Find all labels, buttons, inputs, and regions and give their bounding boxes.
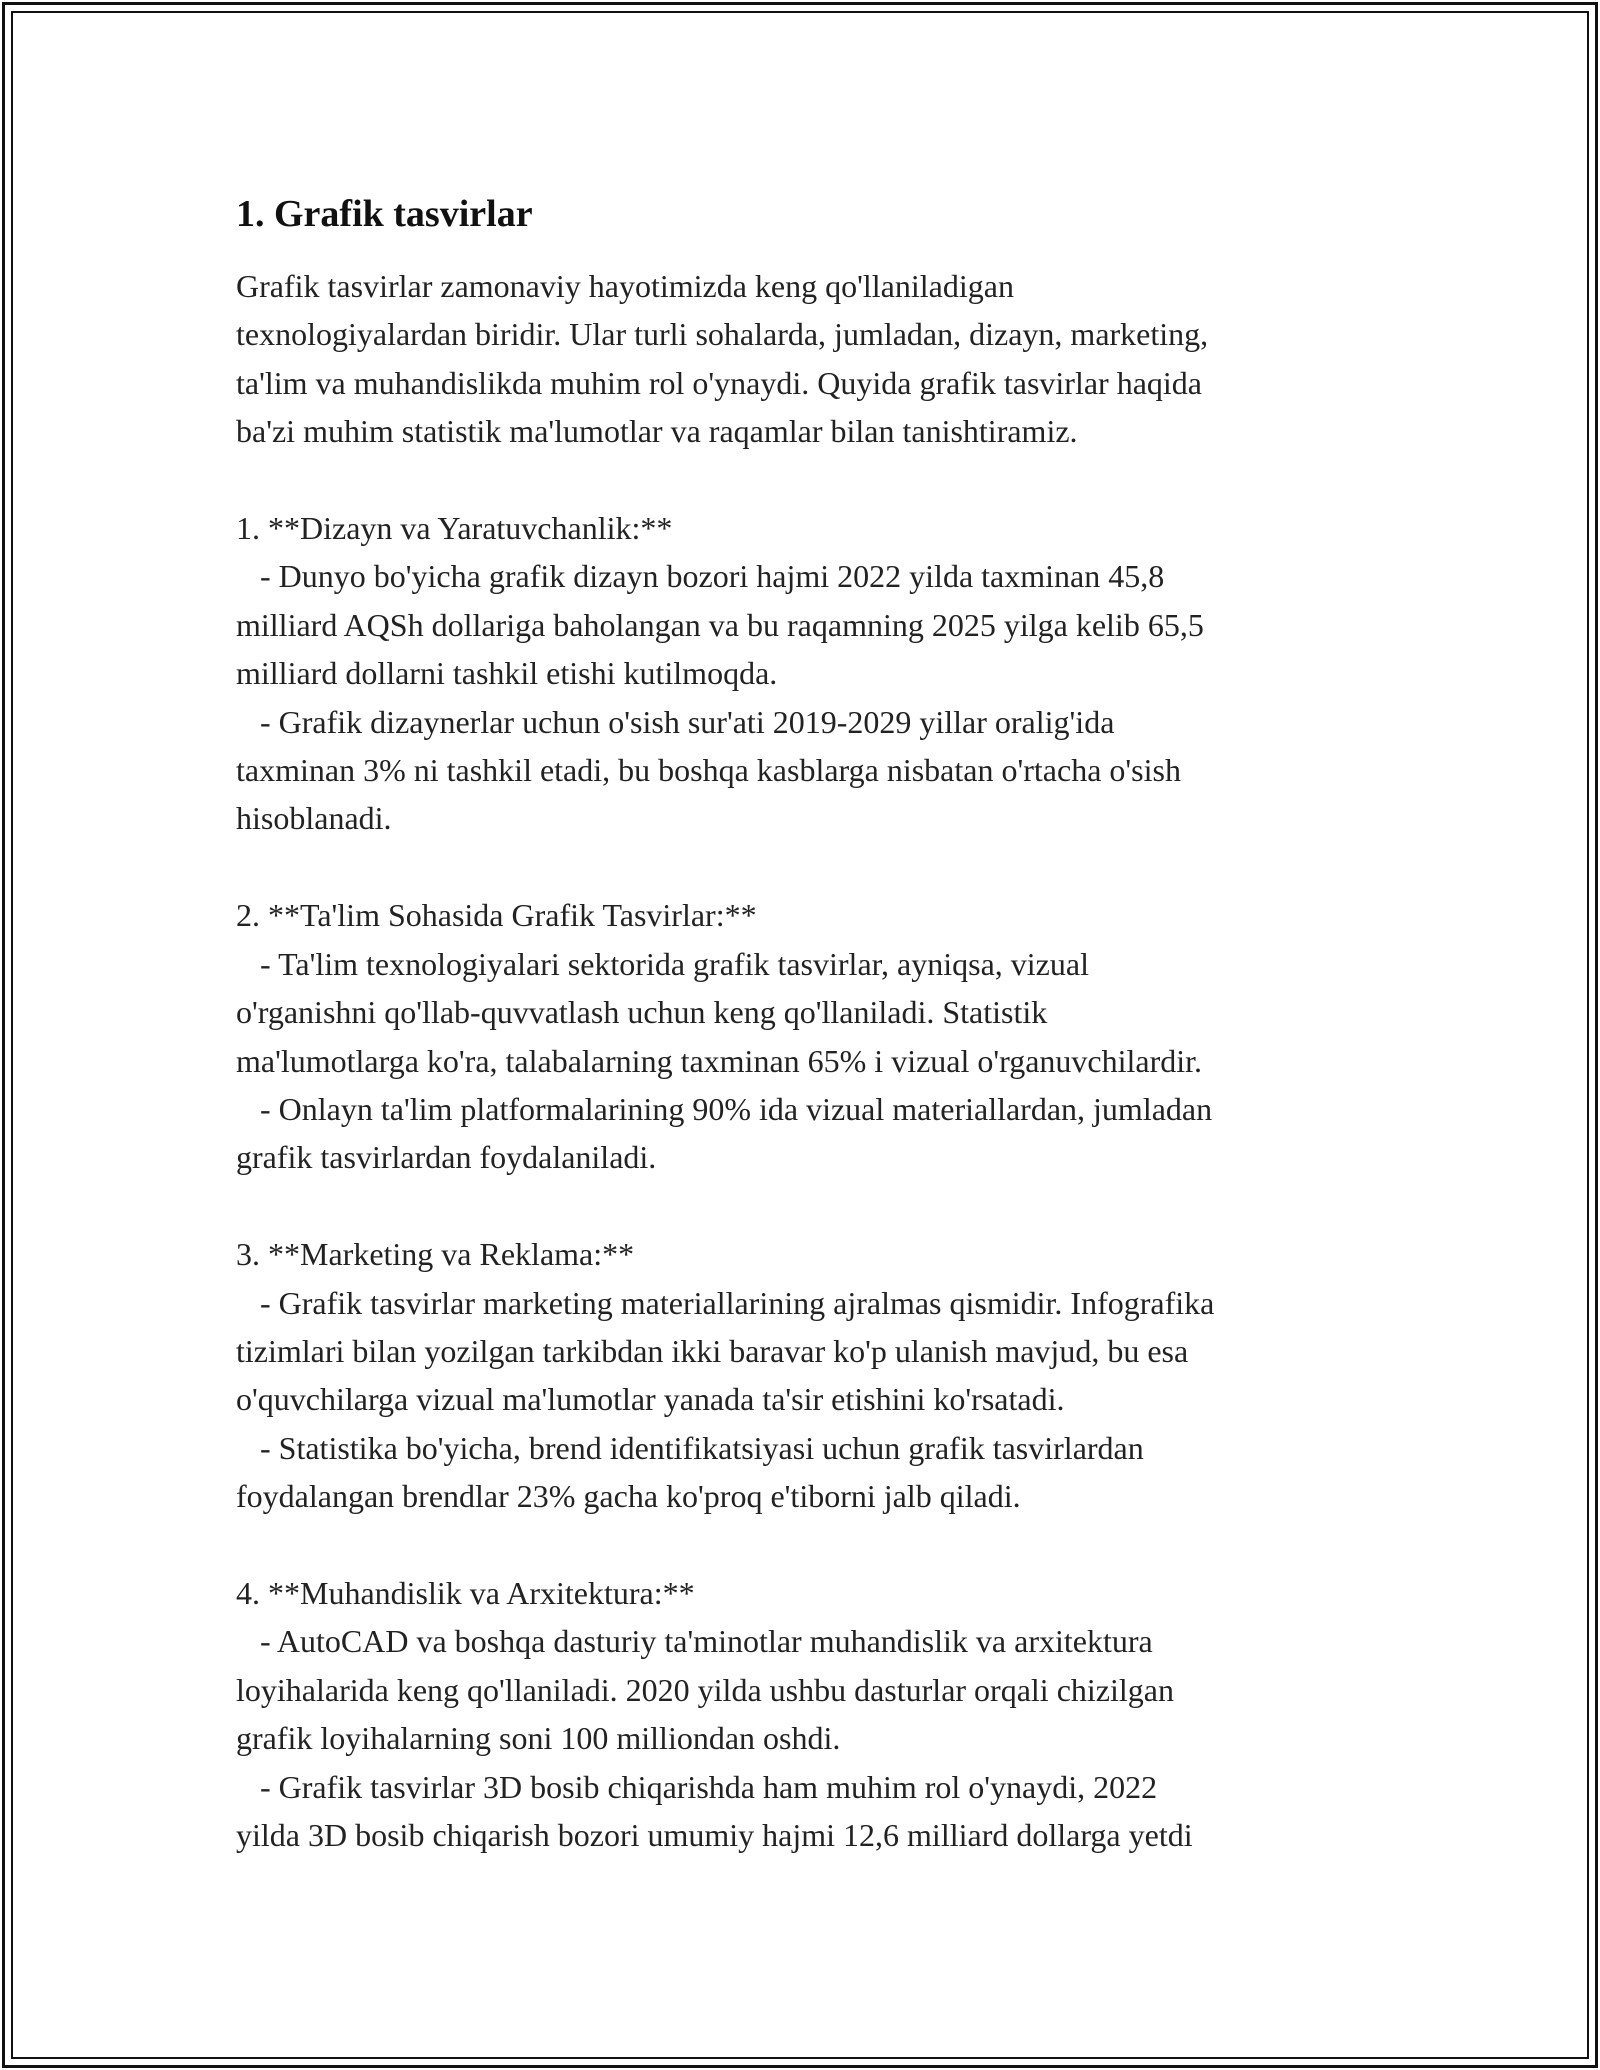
- document-title: 1. Grafik tasvirlar: [236, 193, 533, 235]
- document-content: [236, 186, 1386, 1859]
- document-body: Grafik tasvirlar zamonaviy hayotimizda keng qo'llaniladigan texnologiyalardan biridir. Ular turli sohalarda, jumladan, dizayn, marketing, ta'lim va muhandislikda muhim rol o'ynaydi. Quyida grafik tasvirlar haqida ba'zi muhim statistik ma'lumotlar va raqamlar bilan tanishtiramiz. 1. **Dizayn va Yaratuvchanlik:** - Dunyo bo'yicha grafik dizayn bozori hajmi 2022 yilda taxminan 45,8 milliard AQSh dollariga baholangan va bu raqamning 2025 yilga kelib 65,5 milliard dollarni tashkil etishi kutilmoqda. - Grafik dizaynerlar uchun o'sish sur'ati 2019-2029 yillar oralig'ida taxminan 3% ni tashkil etadi, bu boshqa kasblarga nisbatan o'rtacha o'sish hisoblanadi. 2. **Ta'lim Sohasida Grafik Tasvirlar:** - Ta'lim texnologiyalari sektorida grafik tasvirlar, ayniqsa, vizual o'rganishni qo'llab-quvvatlash uchun keng qo'llaniladi. Statistik ma'lumotlarga ko'ra, talabalarning taxminan 65% i vizual o'rganuvchilardir. - Onlayn ta'lim platformalarining 90% ida vizual materiallardan, jumladan grafik tasvirlardan foydalaniladi. 3. **Marketing va Reklama:** - Grafik tasvirlar marketing materiallarining ajralmas qismidir. Infografika tizimlari bilan yozilgan tarkibdan ikki baravar ko'p ulanish mavjud, bu esa o'quvchilarga vizual ma'lumotlar yanada ta'sir etishini ko'rsatadi. - Statistika bo'yicha, brend identifikatsiyasi uchun grafik tasvirlardan foydalangan brendlar 23% gacha ko'proq e'tiborni jalb qiladi. 4. **Muhandislik va Arxitektura:** - AutoCAD va boshqa dasturiy ta'minotlar muhandislik va arxitektura loyihalarida keng qo'llaniladi. 2020 yilda ushbu dasturlar orqali chizilgan grafik loyihalarning soni 100 milliondan oshdi. - Grafik tasvirlar 3D bosib chiqarishda ham muhim rol o'ynaydi, 2022 yilda 3D bosib chiqarish bozori umumiy hajmi 12,6 milliard dollarga yetdi: [236, 268, 1215, 1853]
